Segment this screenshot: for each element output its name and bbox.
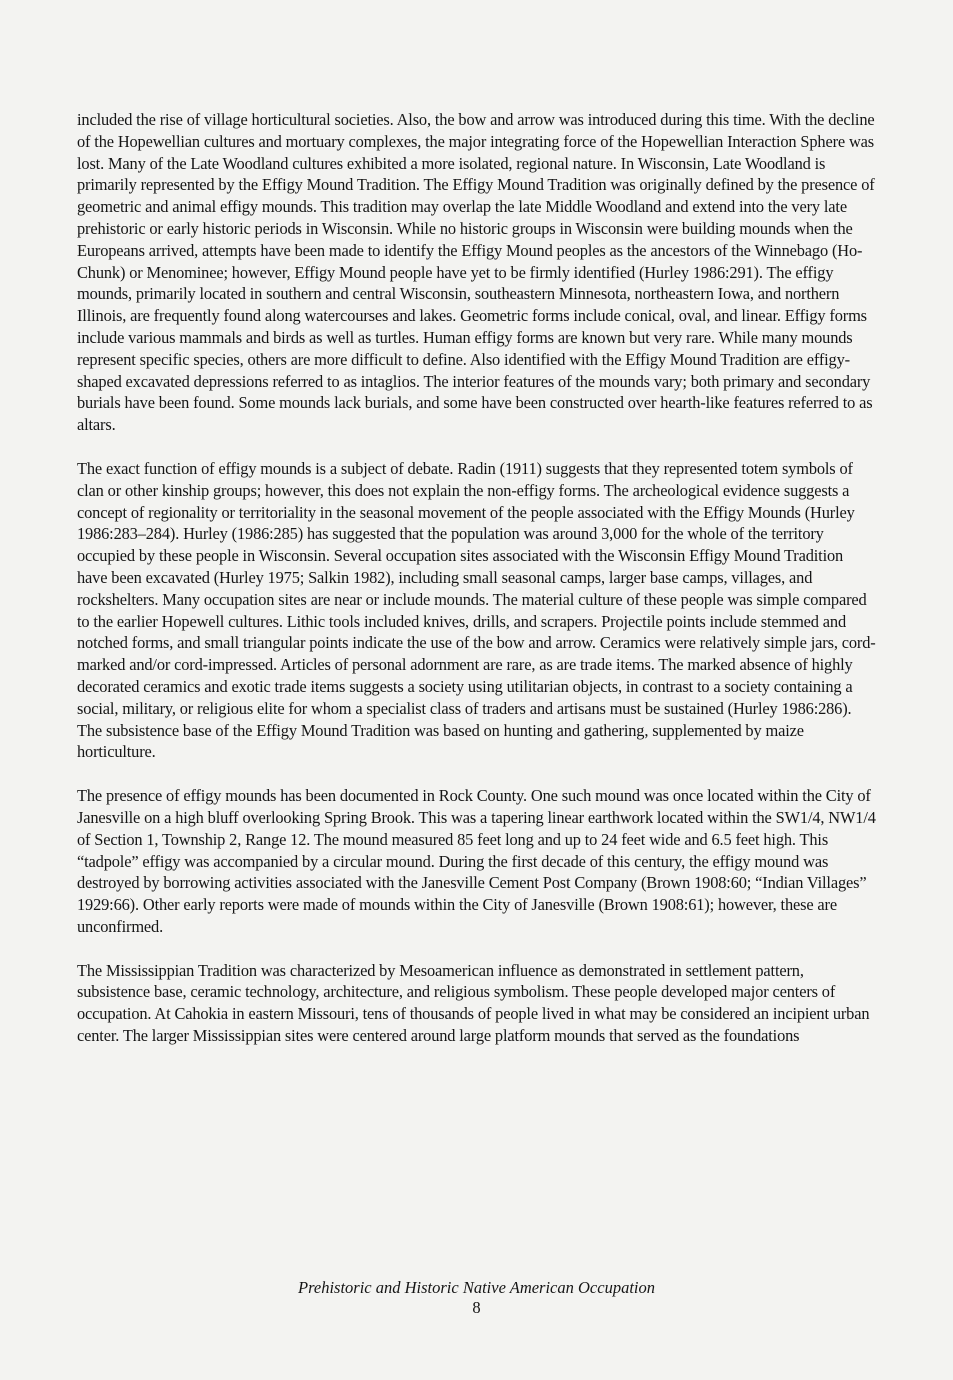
body-text: [77, 109, 877, 1047]
footer-title: Prehistoric and Historic Native American Occupation: [298, 1278, 655, 1297]
page-number: 8: [472, 1298, 481, 1317]
paragraph-mississippian: The Mississippian Tradition was characterized by Mesoamerican influence as demonstrated in settlement pattern, subsistence base, ceramic technology, architecture, and religious symbolism. These people developed major centers of occupation. At Cahokia in eastern Missouri, tens of thousands of people lived in what may be considered an incipient urban center. The larger Mississippian sites were centered around large platform mounds that served as the foundations: [77, 960, 870, 1046]
paragraph-rock-county: The presence of effigy mounds has been documented in Rock County. One such mound was once located within the City of Janesville on a high bluff overlooking Spring Brook. This was a tapering linear earthwork located within the SW1/4, NW1/4 of Section 1, Township 2, Range 12. The mound measured 85 feet long and up to 24 feet wide and 6.5 feet high. This “tadpole” effigy was accompanied by a circular mound. During the first decade of this century, the effigy mound was destroyed by borrowing activities associated with the Janesville Cement Post Company (Brown 1908:60; “Indian Villages” 1929:66). Other early reports were made of mounds within the City of Janesville (Brown 1908:61); however, these are unconfirmed.: [77, 786, 876, 936]
paragraph-effigy-function: The exact function of effigy mounds is a subject of debate. Radin (1911) suggests that they represented totem symbols of clan or other kinship groups; however, this does not explain the non-effigy forms. The archeological evidence suggests a concept of regionality or territoriality in the seasonal movement of the people associated with the Effigy Mounds (Hurley 1986:283–284). Hurley (1986:285) has suggested that the population was around 3,000 for the whole of the territory occupied by these people in Wisconsin. Several occupation sites associated with the Wisconsin Effigy Mound Tradition have been excavated (Hurley 1975; Salkin 1982), including small seasonal camps, larger base camps, villages, and rockshelters. Many occupation sites are near or include mounds. The material culture of these people was simple compared to the earlier Hopewell cultures. Lithic tools included knives, drills, and scrapers. Projectile points include stemmed and notched forms, and small triangular points indicate the use of the bow and arrow. Ceramics were relatively simple jars, cord-marked and/or cord-impressed. Articles of personal adornment are rare, as are trade items. The marked absence of highly decorated ceramics and exotic trade items suggests a society using utilitarian objects, in contrast to a society containing a social, military, or religious elite for whom a specialist class of traders and artisans must be sustained (Hurley 1986:286). The subsistence base of the Effigy Mound Tradition was based on hunting and gathering, supplemented by maize horticulture.: [77, 458, 876, 762]
paragraph-late-woodland: included the rise of village horticultural societies. Also, the bow and arrow was introduced during this time. With the decline of the Hopewellian cultures and mortuary complexes, the major integrating force of the Hopewellian Interaction Sphere was lost. Many of the Late Woodland cultures exhibited a more isolated, regional nature. In Wisconsin, Late Woodland is primarily represented by the Effigy Mound Tradition. The Effigy Mound Tradition was originally defined by the presence of geometric and animal effigy mounds. This tradition may overlap the late Middle Woodland and extend into the very late prehistoric or early historic periods in Wisconsin. While no historic groups in Wisconsin were building mounds when the Europeans arrived, attempts have been made to identify the Effigy Mound peoples as the ancestors of the Winnebago (Ho-Chunk) or Menominee; however, Effigy Mound people have yet to be firmly identified (Hurley 1986:291). The effigy mounds, primarily located in southern and central Wisconsin, southeastern Minnesota, northeastern Iowa, and northern Illinois, are frequently found along watercourses and lakes. Geometric forms include conical, oval, and linear. Effigy forms include various mammals and birds as well as turtles. Human effigy forms are known but very rare. While many mounds represent specific species, others are more difficult to define. Also identified with the Effigy Mound Tradition are effigy-shaped excavated depressions referred to as intaglios. The interior features of the mounds vary; both primary and secondary burials have been found. Some mounds lack burials, and some have been constructed over hearth-like features referred to as altars.: [77, 110, 875, 435]
